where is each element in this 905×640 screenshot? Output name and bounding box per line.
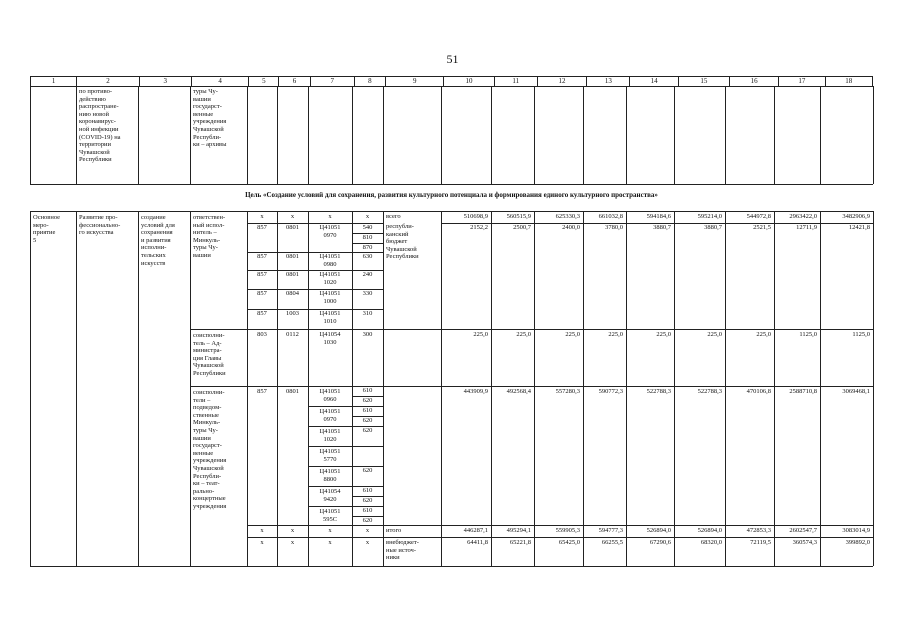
column-number-2: 2 [77, 77, 139, 87]
cell-source-itogo: итого [386, 527, 402, 534]
total-17: 2963422,0 [789, 213, 817, 220]
itogo-11: 495294,1 [506, 527, 531, 534]
x-mark: x [365, 527, 370, 534]
total-11: 560515,9 [506, 213, 531, 220]
cell-expense-type: 620 [362, 467, 373, 474]
cell-expense-type: 540 [362, 224, 373, 231]
republic-theatres-18: 3069468,1 [842, 388, 870, 395]
cell-ministry-code: 857 [257, 224, 267, 231]
grid-line [352, 446, 383, 447]
grid-line [30, 211, 31, 566]
cell-executor-continued: туры Чу- вашии государст- венные учреждения Чувашской Республи- ки – архивы [193, 88, 227, 149]
republic-admin-16: 225,0 [756, 331, 771, 338]
cell-expense-type: 310 [362, 310, 373, 317]
republic-admin-13: 225,0 [608, 331, 623, 338]
x-mark: x [290, 213, 295, 220]
column-number-15: 15 [678, 77, 729, 87]
republic-resp-18: 12421,8 [848, 224, 870, 231]
republic-admin-17: 1125,0 [799, 331, 817, 338]
cell-ministry-code: 857 [257, 310, 267, 317]
grid-line [308, 426, 352, 427]
column-number-7: 7 [310, 77, 354, 87]
extrabudget-12: 65425,0 [558, 539, 580, 546]
cell-expense-type: 630 [362, 253, 373, 260]
republic-admin-10: 225,0 [473, 331, 488, 338]
x-mark: x [260, 539, 264, 546]
column-number-14: 14 [630, 77, 678, 87]
cell-measure-name: Развитие про- фессионально- го искусства [79, 214, 121, 237]
cell-expense-type: 620 [362, 417, 373, 424]
column-number-11: 11 [494, 77, 537, 87]
extrabudget-17: 360574,3 [792, 539, 817, 546]
column-number-18: 18 [825, 77, 872, 87]
republic-theatres-16: 470106,8 [746, 388, 771, 395]
extrabudget-11: 65221,8 [509, 539, 531, 546]
main-block-top [30, 211, 873, 212]
total-15: 595214,0 [697, 213, 722, 220]
itogo-14: 526894,0 [646, 527, 671, 534]
grid-line [308, 486, 352, 487]
x-mark: x [290, 539, 295, 546]
cell-expense-type: 610 [362, 387, 373, 394]
itogo-17: 2602547,7 [789, 527, 817, 534]
x-mark: x [328, 213, 332, 220]
grid-line [277, 86, 278, 184]
cell-expense-type: 620 [362, 397, 373, 404]
cell-target-article: Ц41054 9420 [319, 488, 341, 503]
total-12: 625330,3 [555, 213, 580, 220]
cell-target-article: Ц41051 0980 [319, 253, 341, 268]
grid-line [308, 406, 352, 407]
cell-measure-number: Основное меро- приятие 5 [33, 214, 61, 244]
republic-admin-12: 225,0 [565, 331, 580, 338]
grid-line [383, 537, 441, 538]
cell-section-code: 1003 [286, 310, 299, 317]
grid-line [674, 86, 675, 184]
column-number-12: 12 [537, 77, 586, 87]
republic-theatres-14: 522788,3 [646, 388, 671, 395]
total-13: 661032,8 [598, 213, 623, 220]
grid-line [725, 86, 726, 184]
cell-section-code: 0801 [286, 253, 299, 260]
cell-section-code: 0804 [286, 290, 299, 297]
republic-resp-17: 12711,9 [796, 224, 817, 231]
cell-ministry-code: 803 [257, 331, 267, 338]
goal-heading: Цель «Создание условий для сохранения, развития культурного потенциала и формирования единого культурного пространства» [245, 191, 658, 199]
cell-target-article: Ц41051 0970 [319, 408, 341, 423]
x-mark: x [260, 527, 264, 534]
x-mark: x [328, 539, 332, 546]
grid-line [308, 506, 352, 507]
grid-line [138, 86, 139, 184]
grid-line [76, 211, 77, 566]
cell-expense-type: 610 [362, 507, 373, 514]
column-number-5: 5 [249, 77, 279, 87]
main-block-bottom [30, 566, 873, 567]
grid-line [383, 211, 384, 566]
republic-admin-18: 1125,0 [852, 331, 870, 338]
grid-line [873, 211, 874, 566]
top-block-bottom [30, 184, 873, 185]
column-number-10: 10 [444, 77, 494, 87]
cell-target-article: Ц41051 595С [319, 508, 341, 523]
page-number: 51 [446, 52, 459, 66]
itogo-10: 446287,1 [463, 527, 488, 534]
itogo-12: 559905,3 [555, 527, 580, 534]
grid-line [308, 446, 352, 447]
cell-ministry-code: 857 [257, 271, 267, 278]
cell-expense-type: 610 [362, 487, 373, 494]
x-mark: x [290, 527, 295, 534]
republic-resp-10: 2152,2 [470, 224, 488, 231]
republic-theatres-17: 2588710,8 [789, 388, 817, 395]
cell-target-article: Ц41051 1000 [319, 290, 341, 305]
republic-resp-15: 3880,7 [704, 224, 722, 231]
cell-expense-type: 870 [362, 244, 373, 251]
cell-section-code: 0112 [286, 331, 299, 338]
cell-section-code: 0801 [286, 224, 299, 231]
x-mark: x [365, 539, 370, 546]
itogo-16: 472853,3 [746, 527, 771, 534]
cell-ministry-code: 857 [257, 253, 267, 260]
x-mark: x [260, 213, 264, 220]
grid-line [138, 211, 139, 566]
x-mark: x [365, 213, 370, 220]
grid-line [873, 86, 874, 184]
republic-resp-16: 2521,5 [753, 224, 771, 231]
cell-expense-type: 240 [362, 271, 373, 278]
extrabudget-15: 68320,0 [700, 539, 722, 546]
grid-line [190, 386, 873, 387]
cell-expense-type: 620 [362, 427, 373, 434]
column-number-4: 4 [191, 77, 248, 87]
grid-line [247, 86, 248, 184]
cell-section-code: 0801 [286, 388, 299, 395]
column-number-17: 17 [779, 77, 825, 87]
cell-ministry-code: 857 [257, 290, 267, 297]
cell-target-article: Ц41051 1020 [319, 271, 341, 286]
extrabudget-13: 66255,5 [601, 539, 623, 546]
total-18: 3482906,9 [842, 213, 870, 220]
grid-line [30, 86, 31, 184]
itogo-13: 594777,3 [598, 527, 623, 534]
republic-admin-15: 225,0 [707, 331, 722, 338]
grid-line [820, 86, 821, 184]
total-10: 510698,9 [463, 213, 488, 220]
cell-source-extrabudget: внебюджет- ные источ- ники [386, 539, 419, 562]
extrabudget-14: 67290,6 [649, 539, 671, 546]
column-number-16: 16 [730, 77, 779, 87]
cell-target-article: Ц41054 1030 [319, 331, 341, 346]
cell-measure-name-continued: по противо- действию распростране- нию новой коронавирус- ной инфекции (COVID-19) на территории Чувашской Республики [79, 88, 121, 164]
grid-line [308, 86, 309, 184]
grid-line [774, 86, 775, 184]
republic-resp-12: 2400,0 [562, 224, 580, 231]
republic-resp-11: 2500,7 [513, 224, 531, 231]
cell-ministry-code: 857 [257, 388, 267, 395]
grid-line [583, 86, 584, 184]
column-number-6: 6 [279, 77, 310, 87]
cell-section-code: 0801 [286, 271, 299, 278]
republic-theatres-13: 590772,3 [598, 388, 623, 395]
column-number-13: 13 [587, 77, 630, 87]
cell-expense-type: 620 [362, 497, 373, 504]
column-number-3: 3 [139, 77, 191, 87]
column-number-8: 8 [354, 77, 385, 87]
cell-source-total: всего [386, 213, 401, 220]
column-number-header [30, 76, 873, 87]
extrabudget-16: 72119,5 [750, 539, 771, 546]
republic-resp-14: 3880,7 [653, 224, 671, 231]
cell-expense-type: 330 [362, 290, 373, 297]
cell-expense-type: 610 [362, 407, 373, 414]
extrabudget-10: 64411,8 [467, 539, 488, 546]
total-14: 594184,6 [646, 213, 671, 220]
republic-admin-11: 225,0 [516, 331, 531, 338]
cell-expense-type: 300 [362, 331, 373, 338]
extrabudget-18: 399892,0 [845, 539, 870, 546]
grid-line [352, 86, 353, 184]
republic-theatres-11: 492568,4 [506, 388, 531, 395]
grid-line [534, 86, 535, 184]
grid-line [383, 525, 441, 526]
cell-coexecutors-theatres: соисполни- тели – подведом- ственные Минкуль- туры Чу- вашии государст- венные учреждения Чувашской Республи- ки – теат- рально- концертные учреждения [193, 389, 227, 510]
grid-line [308, 466, 352, 467]
cell-target-article: Ц41051 1020 [319, 428, 341, 443]
cell-target-article: Ц41051 0960 [319, 388, 341, 403]
itogo-18: 3083014,9 [842, 527, 870, 534]
cell-target-article: Ц41051 8800 [319, 468, 341, 483]
itogo-15: 526894,0 [697, 527, 722, 534]
grid-line [190, 86, 191, 184]
grid-line [247, 525, 873, 526]
republic-theatres-15: 522788,3 [697, 388, 722, 395]
cell-expense-type: 810 [362, 234, 373, 241]
republic-admin-14: 225,0 [656, 331, 671, 338]
cell-expense-type: 620 [362, 517, 373, 524]
republic-theatres-12: 557280,3 [555, 388, 580, 395]
cell-target-article: Ц41051 5770 [319, 448, 341, 463]
grid-line [247, 537, 873, 538]
republic-resp-13: 3780,0 [605, 224, 623, 231]
total-16: 544972,8 [746, 213, 771, 220]
column-number-1: 1 [31, 77, 77, 87]
cell-goal-task: создание условий для сохранения и развития исполни- тельских искусств [141, 214, 175, 267]
grid-line [441, 86, 442, 184]
x-mark: x [328, 527, 332, 534]
cell-target-article: Ц41051 1010 [319, 310, 341, 325]
grid-line [383, 86, 384, 184]
grid-line [190, 329, 873, 330]
column-number-9: 9 [386, 77, 444, 87]
cell-coexecutor-admin: соисполни- тель – Ад- министра- ция Главы Чувашской Республики [193, 332, 226, 377]
grid-line [76, 86, 77, 184]
grid-line [491, 86, 492, 184]
cell-target-article: Ц41051 0970 [319, 224, 341, 239]
grid-line [626, 86, 627, 184]
cell-responsible-executor: ответствен- ный испол- нитель – Минкуль- туры Чу- вашии [193, 214, 226, 259]
cell-source-republic-budget: республи- канский бюджет Чувашской Республики [386, 223, 419, 261]
republic-theatres-10: 443909,9 [463, 388, 488, 395]
